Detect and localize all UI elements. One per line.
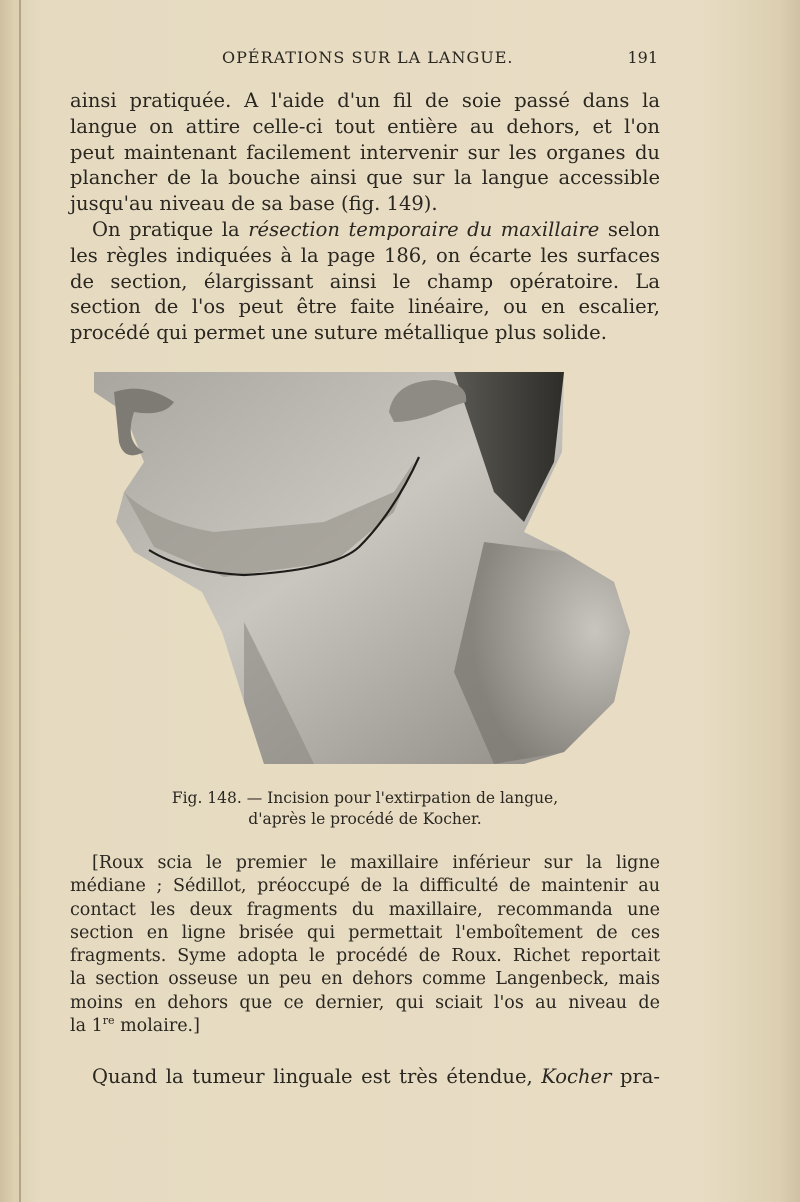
text-line: plancher de la bouche ainsi que sur la langue accessible (70, 166, 660, 190)
text-fragment: Quand la tumeur linguale est très étendue, (92, 1065, 542, 1088)
text-line: les règles indiquées à la page 186, on écarte les surfaces (70, 243, 660, 267)
running-head-title: OPÉRATIONS SUR LA LANGUE. (222, 48, 514, 67)
shoulder-shade (454, 542, 630, 764)
text-line: jusqu'au niveau de sa base (fig. 149). (70, 192, 438, 216)
text-fragment: molaire.] (114, 1016, 200, 1037)
text-fragment: On pratique la (92, 217, 249, 241)
running-head (70, 48, 660, 74)
text-line (70, 1015, 660, 1038)
emphasis-text: Kocher (541, 1065, 612, 1088)
page-number: 191 (627, 48, 658, 67)
text-line: section de l'os peut être faite linéaire, ou en escalier, (70, 295, 660, 319)
text-line: contact les deux fragments du maxillaire, recommanda une (70, 899, 660, 920)
text-line: peut maintenant facilement intervenir sur les organes du (70, 140, 660, 164)
figure-caption (70, 788, 660, 830)
emphasis-text: résection temporaire du maxillaire (248, 217, 600, 241)
text-line: procédé qui permet une suture métallique plus solide. (70, 321, 607, 345)
text-line: moins en dehors que ce dernier, qui sciait l'os au niveau de (70, 992, 660, 1013)
text-line (70, 1064, 660, 1090)
text-line: la section osseuse un peu en dehors comme Langenbeck, mais (70, 969, 660, 990)
paragraph-4 (70, 1064, 660, 1090)
superscript: re (102, 1014, 115, 1028)
text-fragment: pra- (611, 1065, 661, 1088)
paragraph-2-first-line (70, 217, 660, 243)
text-line: section en ligne brisée qui permettait l'emboîtement de ces (70, 922, 660, 943)
text-line: médiane ; Sédillot, préoccupé de la difficulté de maintenir au (70, 876, 660, 897)
page-gutter-line (19, 0, 21, 1202)
text-fragment: selon (599, 217, 660, 241)
text-line: ainsi pratiquée. A l'aide d'un fil de soie passé dans la (70, 89, 660, 112)
paragraph-1 (70, 88, 660, 346)
text-line: fragments. Syme adopta le procédé de Roux. Richet reportait (70, 946, 660, 967)
text-fragment: la 1 (70, 1016, 103, 1037)
text-line: [Roux scia le premier le maxillaire inférieur sur la ligne (92, 853, 660, 873)
paragraph-3 (70, 852, 660, 1038)
neck-illustration (94, 372, 634, 764)
caption-line: d'après le procédé de Kocher. (248, 810, 482, 828)
caption-line: Fig. 148. — Incision pour l'extirpation de langue, (171, 789, 559, 807)
text-line: de section, élargissant ainsi le champ opératoire. La (70, 269, 660, 293)
text-line: langue on attire celle-ci tout entière au dehors, et l'on (70, 114, 660, 138)
